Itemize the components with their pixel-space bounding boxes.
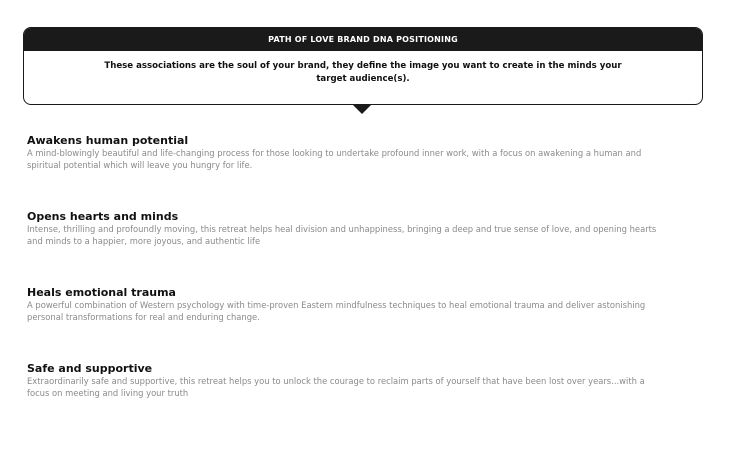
attribute-item-heals — [27, 286, 687, 362]
attribute-title: Awakens human potential — [27, 134, 189, 147]
attribute-title: Safe and supportive — [27, 362, 153, 375]
brand-dna-box — [23, 27, 703, 105]
attribute-item-awakens — [27, 134, 687, 210]
attribute-item-opens — [27, 210, 687, 286]
pointer-down-icon — [352, 104, 372, 114]
brand-dna-header: PATH OF LOVE BRAND DNA POSITIONING — [24, 28, 702, 51]
attribute-item-safe — [27, 362, 687, 438]
attribute-description: A powerful combination of Western psychology with time-proven Eastern mindfulness techniques to heal emotional trauma and deliver astonishing personal transformations for real and enduring change. — [27, 300, 646, 322]
attribute-title: Heals emotional trauma — [27, 286, 176, 299]
attribute-title: Opens hearts and minds — [27, 210, 179, 223]
attribute-description: A mind-blowingly beautiful and life-changing process for those looking to undertake profound inner work, with a focus on awakening a human and spiritual potential which will leave you hungry for life. — [27, 148, 642, 170]
brand-dna-subtitle: These associations are the soul of your brand, they define the image you want to create in the minds your target audience(s). — [104, 61, 622, 84]
attribute-list — [27, 134, 687, 438]
attribute-description: Intense, thrilling and profoundly moving, this retreat helps heal division and unhappiness, bringing a deep and true sense of love, and opening hearts and minds to a happier, more joyous, and authentic life — [27, 224, 657, 246]
attribute-description: Extraordinarily safe and supportive, this retreat helps you to unlock the courage to reclaim parts of yourself that have been lost over years...with a focus on meeting and living your truth — [27, 376, 645, 398]
